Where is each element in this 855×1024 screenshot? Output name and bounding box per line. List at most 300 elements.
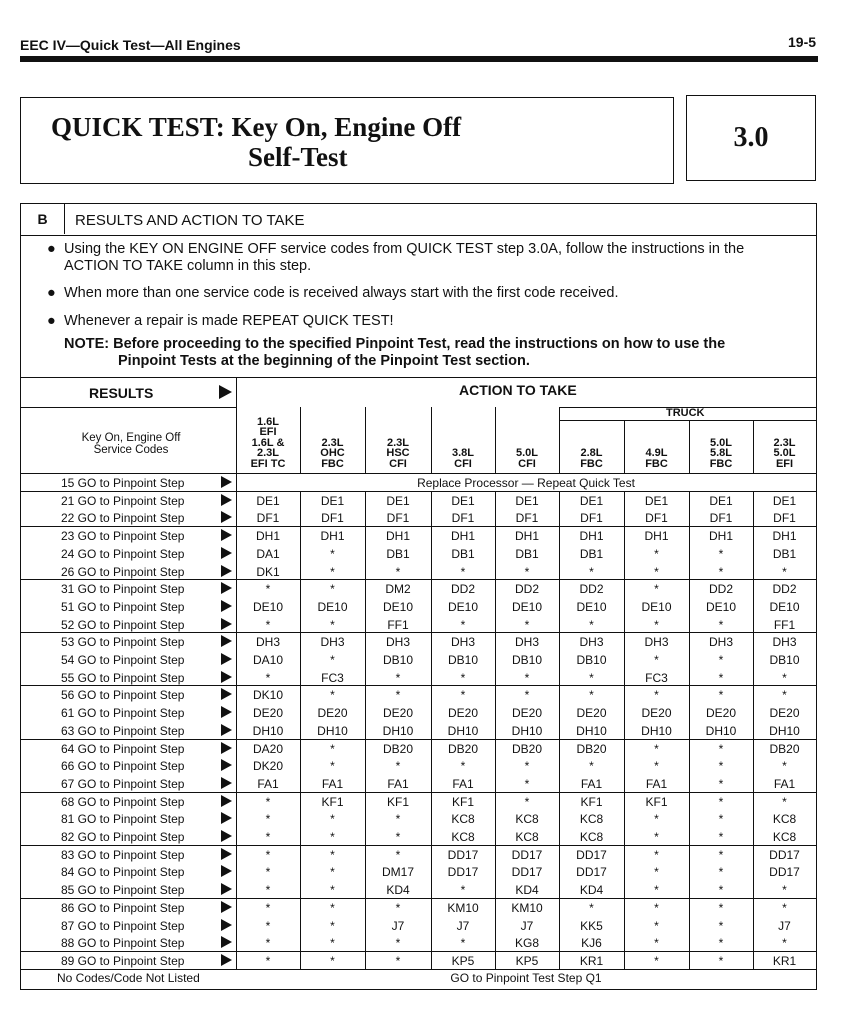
engine-column-header-9 [753, 438, 816, 470]
table-cell: * [654, 653, 659, 667]
section-header [21, 204, 816, 236]
table-cell: * [265, 953, 271, 968]
engine-column-header-line: HSC [386, 447, 410, 459]
table-cell: KC8 [772, 830, 797, 844]
table-cell: * [395, 759, 401, 774]
table-cell: * [524, 617, 530, 632]
table-cell: DH3 [514, 635, 539, 650]
table-cell: FA1 [321, 776, 344, 791]
table-row-label: 53 GO to Pinpoint Step [61, 635, 185, 650]
table-row-label: 63 GO to Pinpoint Step [61, 723, 185, 738]
table-cell: KG8 [514, 936, 539, 951]
table-cell: * [330, 953, 335, 968]
engine-column-header-line: 1.6L [256, 415, 279, 428]
table-cell: KF1 [451, 794, 474, 809]
table-row-label: 24 GO to Pinpoint Step [61, 546, 185, 561]
table-cell: * [654, 582, 659, 597]
goto-arrow-icon [221, 671, 232, 683]
table-cell: KC8 [451, 830, 475, 844]
table-cell: KF1 [645, 794, 668, 809]
engine-column-header-line: 2.3L [321, 436, 344, 449]
table-rule [21, 845, 816, 846]
table-cell: DE1 [256, 493, 280, 508]
table-cell: * [395, 564, 401, 579]
table-cell: DF1 [386, 511, 410, 526]
table-cell: KC8 [451, 812, 475, 827]
table-row-label: 82 GO to Pinpoint Step [61, 830, 185, 844]
bullet-dot-icon: ● [47, 285, 56, 301]
table-cell: * [654, 847, 659, 862]
table-rule [21, 579, 816, 580]
table-cell: * [524, 794, 530, 809]
table-rule [559, 420, 816, 421]
table-cell: FA1 [452, 776, 474, 791]
table-cell: DE10 [705, 599, 737, 614]
table-cell: * [330, 936, 335, 951]
engine-column-header-6 [559, 448, 624, 469]
table-cell: DH10 [705, 723, 737, 738]
table-cell: * [718, 812, 724, 827]
table-cell: DE10 [641, 599, 672, 614]
table-row-label: 22 GO to Pinpoint Step [61, 511, 185, 526]
action-header: ACTION TO TAKE [459, 382, 577, 398]
codes-header-line: Service Codes [93, 444, 169, 456]
table-cell: * [654, 865, 659, 880]
table-cell: * [265, 794, 271, 809]
engine-column-header-line: FBC [321, 457, 344, 470]
table-cell: KC8 [515, 830, 539, 844]
table-cell: * [654, 918, 659, 933]
engine-column-header-line: 2.3L [773, 436, 796, 449]
goto-arrow-icon [221, 494, 232, 506]
table-cell: * [782, 883, 787, 898]
table-cell: DE1 [386, 493, 410, 508]
title-box [20, 97, 674, 184]
engine-column-header-line: CFI [454, 457, 472, 470]
goto-arrow-icon [221, 865, 232, 877]
table-cell: DB10 [769, 653, 800, 667]
table-cell: KJ6 [581, 936, 602, 951]
table-cell: * [330, 688, 335, 703]
table-cell: * [395, 953, 401, 968]
table-cell: DH3 [255, 635, 280, 650]
goto-arrow-icon [221, 883, 232, 895]
table-cell: * [718, 953, 724, 968]
results-header: RESULTS [89, 385, 154, 401]
table-row-label: 52 GO to Pinpoint Step [61, 617, 185, 632]
table-cell: DH1 [772, 529, 797, 544]
table-cell: * [654, 617, 659, 632]
table-rule [21, 739, 816, 740]
goto-arrow-icon [221, 565, 232, 577]
engine-column-header-line: 2.3L [386, 436, 409, 449]
table-rule [21, 377, 816, 378]
table-rule [21, 792, 816, 793]
table-cell: * [330, 759, 335, 774]
table-cell: DH10 [317, 723, 348, 738]
table-cell: KC8 [515, 812, 539, 827]
table-cell: * [782, 688, 787, 703]
codes-header [51, 432, 211, 456]
table-cell: DB1 [515, 546, 539, 561]
instruction-bullet-3: ● Whenever a repair is made REPEAT QUICK TEST! [47, 313, 394, 329]
instruction-bullet-2: ● When more than one service code is received always start with the first code received. [47, 285, 619, 301]
goto-arrow-icon [221, 582, 232, 594]
table-cell: * [330, 865, 335, 880]
table-cell: * [460, 564, 466, 579]
goto-arrow-icon [221, 476, 232, 488]
table-cell: J7 [778, 918, 791, 933]
table-cell: * [782, 564, 787, 579]
table-cell: * [782, 936, 787, 951]
table-cell: KF1 [386, 794, 409, 809]
goto-arrow-icon [221, 936, 232, 948]
table-cell: * [395, 830, 401, 844]
table-row-label: 67 GO to Pinpoint Step [61, 776, 185, 791]
table-rule [21, 473, 816, 474]
page-title-line1: QUICK TEST: Key On, Engine Off [51, 112, 462, 142]
table-cell: DE20 [317, 706, 348, 721]
table-cell: DB1 [772, 546, 797, 561]
table-cell: DB20 [511, 741, 543, 756]
table-rule [21, 407, 236, 408]
table-cell: * [395, 936, 401, 951]
table-cell: DE20 [705, 706, 737, 721]
table-cell: DE10 [447, 599, 479, 614]
table-rule [300, 491, 301, 969]
table-cell: DM17 [381, 865, 414, 880]
table-cell: * [718, 918, 724, 933]
table-cell: * [654, 759, 659, 774]
table-cell: * [330, 617, 335, 632]
table-cell: DD2 [579, 582, 604, 597]
table-row-label: 85 GO to Pinpoint Step [61, 883, 185, 898]
table-cell: KC8 [579, 830, 604, 844]
results-section [20, 203, 817, 990]
table-cell: * [589, 900, 594, 915]
table-cell: DH1 [514, 529, 539, 544]
table-cell: DK1 [256, 564, 280, 579]
table-cell: * [654, 953, 659, 968]
table-cell: DH1 [320, 529, 345, 544]
table-cell: * [265, 670, 271, 685]
table-row-label: 56 GO to Pinpoint Step [61, 688, 185, 703]
table-rule [431, 491, 432, 969]
table-cell: * [718, 546, 724, 561]
goto-arrow-icon [221, 848, 232, 860]
goto-arrow-icon [221, 600, 232, 612]
table-cell: * [718, 653, 724, 667]
engine-column-header-line: 4.9L [645, 447, 668, 459]
step-number-box: 3.0 [686, 95, 816, 181]
table-cell: * [265, 617, 271, 632]
table-cell: DE20 [641, 706, 672, 721]
table-cell: * [718, 847, 724, 862]
replace-processor-text: Replace Processor — Repeat Quick Test [417, 476, 635, 490]
table-cell: * [718, 865, 724, 880]
table-cell: DB1 [579, 546, 604, 561]
goto-arrow-icon [221, 901, 232, 913]
table-cell: DH10 [382, 723, 414, 738]
table-cell: DA20 [252, 741, 284, 756]
table-cell: FF1 [773, 617, 796, 632]
table-cell: DH10 [641, 723, 672, 738]
table-cell: DE20 [382, 706, 414, 721]
table-cell: KK5 [580, 918, 603, 933]
table-cell: * [330, 847, 335, 862]
table-cell: * [265, 900, 271, 915]
table-row-label: 83 GO to Pinpoint Step [61, 847, 185, 862]
engine-column-header-line: 2.8L [580, 447, 603, 459]
table-cell: FF1 [387, 617, 409, 632]
goto-arrow-icon [221, 688, 232, 700]
engine-column-header-1 [236, 417, 300, 470]
engine-column-header-line: FBC [580, 457, 603, 470]
table-cell: * [265, 918, 271, 933]
table-cell: * [718, 670, 724, 685]
table-rule [365, 491, 366, 969]
table-cell: DE10 [382, 599, 414, 614]
table-row-label: 23 GO to Pinpoint Step [61, 529, 185, 544]
table-cell: KM10 [447, 900, 479, 915]
table-cell: * [718, 759, 724, 774]
table-cell: DE20 [511, 706, 543, 721]
table-cell: DB10 [382, 653, 414, 667]
service-code-table [21, 377, 816, 989]
table-cell: DE20 [576, 706, 607, 721]
table-cell: KP5 [451, 953, 475, 968]
engine-column-header-8 [689, 438, 753, 470]
engine-column-header-line: 5.0L [773, 447, 796, 459]
table-cell: DF1 [321, 511, 344, 526]
table-cell: DH1 [708, 529, 733, 544]
table-cell: DB10 [511, 653, 543, 667]
table-row-label: 86 GO to Pinpoint Step [61, 900, 185, 915]
table-cell: DH10 [769, 723, 800, 738]
engine-column-header-line: FBC [709, 457, 733, 470]
table-cell: DH1 [255, 529, 280, 544]
table-rule [624, 420, 625, 473]
table-cell: KD4 [386, 883, 410, 898]
table-cell: * [395, 688, 401, 703]
table-cell: * [718, 936, 724, 951]
bullet-dot-icon: ● [47, 313, 56, 329]
table-cell: DF1 [773, 511, 796, 526]
engine-column-header-line: EFI TC [250, 457, 286, 470]
table-cell: DH1 [385, 529, 410, 544]
table-cell: KC8 [579, 812, 604, 827]
table-rule [21, 491, 816, 492]
table-rule [21, 685, 816, 686]
engine-column-header-line: 1.6L & [251, 436, 285, 449]
code-15-label: 15 GO to Pinpoint Step [61, 476, 185, 490]
table-cell: KP5 [515, 953, 539, 968]
page-title-line2: Self-Test [248, 142, 348, 172]
goto-arrow-icon [221, 777, 232, 789]
goto-arrow-icon [221, 742, 232, 754]
table-cell: KR1 [772, 953, 797, 968]
table-cell: DF1 [580, 511, 603, 526]
table-cell: FA1 [580, 776, 603, 791]
table-cell: DA10 [252, 653, 284, 667]
table-cell: DH3 [450, 635, 475, 650]
table-cell: * [395, 812, 401, 827]
table-cell: * [718, 900, 724, 915]
table-row-label: 51 GO to Pinpoint Step [61, 599, 185, 614]
engine-column-header-line: 5.0L [515, 447, 538, 459]
truck-header: TRUCK [666, 407, 705, 419]
table-cell: DE1 [644, 493, 669, 508]
table-cell: * [395, 847, 401, 862]
table-cell: DH1 [579, 529, 604, 544]
table-row-label: 21 GO to Pinpoint Step [61, 493, 185, 508]
table-cell: FA1 [387, 776, 409, 791]
table-cell: DH10 [576, 723, 607, 738]
section-title: RESULTS AND ACTION TO TAKE [75, 212, 305, 229]
table-cell: * [265, 865, 271, 880]
bullet-dot-icon: ● [47, 241, 56, 257]
table-cell: * [782, 794, 787, 809]
table-rule [21, 526, 816, 527]
table-cell: * [654, 883, 659, 898]
table-cell: KD4 [579, 883, 604, 898]
goto-arrow-icon [221, 706, 232, 718]
table-row-label: 87 GO to Pinpoint Step [61, 918, 185, 933]
table-cell: DD17 [447, 847, 479, 862]
table-rule [21, 951, 816, 952]
table-rule [559, 491, 560, 969]
table-cell: FC3 [645, 670, 668, 685]
table-cell: * [654, 900, 659, 915]
table-cell: * [654, 546, 659, 561]
table-row-label: 26 GO to Pinpoint Step [61, 564, 185, 579]
table-cell: DE20 [252, 706, 284, 721]
table-cell: DB10 [576, 653, 607, 667]
table-row-label: 61 GO to Pinpoint Step [61, 706, 185, 721]
goto-arrow-icon [221, 795, 232, 807]
table-cell: * [782, 670, 787, 685]
table-cell: DH10 [252, 723, 284, 738]
table-cell: DD17 [769, 865, 800, 880]
table-cell: FA1 [645, 776, 668, 791]
table-cell: DB20 [769, 741, 800, 756]
table-cell: J7 [520, 918, 534, 933]
table-cell: DE10 [252, 599, 284, 614]
table-cell: DF1 [515, 511, 539, 526]
table-cell: DB20 [382, 741, 414, 756]
table-cell: * [265, 812, 271, 827]
table-cell: * [265, 883, 271, 898]
table-cell: * [718, 830, 724, 844]
engine-column-header-line: CFI [389, 457, 407, 470]
goto-arrow-icon [221, 529, 232, 541]
table-cell: DE10 [576, 599, 607, 614]
engine-column-header-line: 5.8L [709, 447, 732, 459]
table-cell: DF1 [451, 511, 475, 526]
table-cell: * [654, 741, 659, 756]
engine-column-header-2 [300, 438, 365, 470]
table-cell: DE1 [709, 493, 733, 508]
table-cell: DE1 [772, 493, 797, 508]
table-cell: * [524, 759, 530, 774]
table-cell: DB1 [451, 546, 475, 561]
table-cell: DH3 [320, 635, 345, 650]
codes-header-line: Key On, Engine Off [81, 432, 181, 444]
table-cell: DE1 [451, 493, 475, 508]
table-cell: DF1 [645, 511, 668, 526]
engine-column-header-line: OHC [320, 447, 345, 459]
table-cell: * [330, 741, 335, 756]
table-row-label: 54 GO to Pinpoint Step [61, 653, 185, 667]
engine-column-header-7 [624, 448, 689, 469]
table-cell: * [589, 670, 594, 685]
table-cell: KF1 [321, 794, 344, 809]
no-codes-action: GO to Pinpoint Test Step Q1 [450, 970, 602, 985]
table-row-label: 66 GO to Pinpoint Step [61, 759, 185, 774]
table-cell: KR1 [579, 953, 604, 968]
table-cell: * [330, 546, 335, 561]
table-cell: FA1 [257, 776, 279, 791]
table-cell: DF1 [256, 511, 280, 526]
table-cell: * [589, 759, 594, 774]
goto-arrow-icon [221, 724, 232, 736]
table-cell: DM2 [385, 582, 411, 597]
table-cell: * [460, 617, 466, 632]
table-cell: DD17 [576, 847, 607, 862]
table-cell: * [589, 688, 594, 703]
table-cell: DK10 [252, 688, 284, 703]
table-cell: KC8 [772, 812, 797, 827]
table-cell: DD2 [514, 582, 539, 597]
goto-arrow-icon [221, 653, 232, 665]
table-cell: * [654, 564, 659, 579]
table-cell: KF1 [580, 794, 603, 809]
engine-column-header-line: 2.3L [256, 447, 279, 459]
table-cell: J7 [391, 918, 405, 933]
engine-column-header-line: CFI [518, 457, 536, 470]
table-cell: DE1 [515, 493, 539, 508]
goto-arrow-icon [221, 830, 232, 842]
table-cell: * [524, 670, 530, 685]
table-cell: * [654, 936, 659, 951]
table-cell: * [330, 918, 335, 933]
table-cell: DH1 [450, 529, 475, 544]
table-cell: * [330, 883, 335, 898]
engine-column-header-4 [431, 448, 495, 469]
engine-column-header-line: FBC [645, 457, 668, 470]
header-rule [20, 56, 818, 62]
table-rule [559, 407, 560, 473]
table-cell: * [330, 900, 335, 915]
table-cell: DH3 [385, 635, 410, 650]
table-cell: * [330, 812, 335, 827]
table-cell: * [265, 582, 271, 597]
table-cell: KM10 [511, 900, 543, 915]
table-cell: FA1 [773, 776, 796, 791]
engine-column-header-line: EFI [775, 457, 794, 470]
table-cell: * [330, 582, 335, 597]
table-cell: * [330, 564, 335, 579]
table-rule [21, 969, 816, 970]
table-cell: * [460, 883, 466, 898]
table-cell: DE20 [769, 706, 800, 721]
table-cell: DB1 [386, 546, 410, 561]
section-letter: B [21, 204, 65, 234]
table-cell: DH3 [708, 635, 733, 650]
table-cell: * [718, 883, 724, 898]
table-row-label: 55 GO to Pinpoint Step [61, 670, 185, 685]
table-cell: DH3 [772, 635, 797, 650]
